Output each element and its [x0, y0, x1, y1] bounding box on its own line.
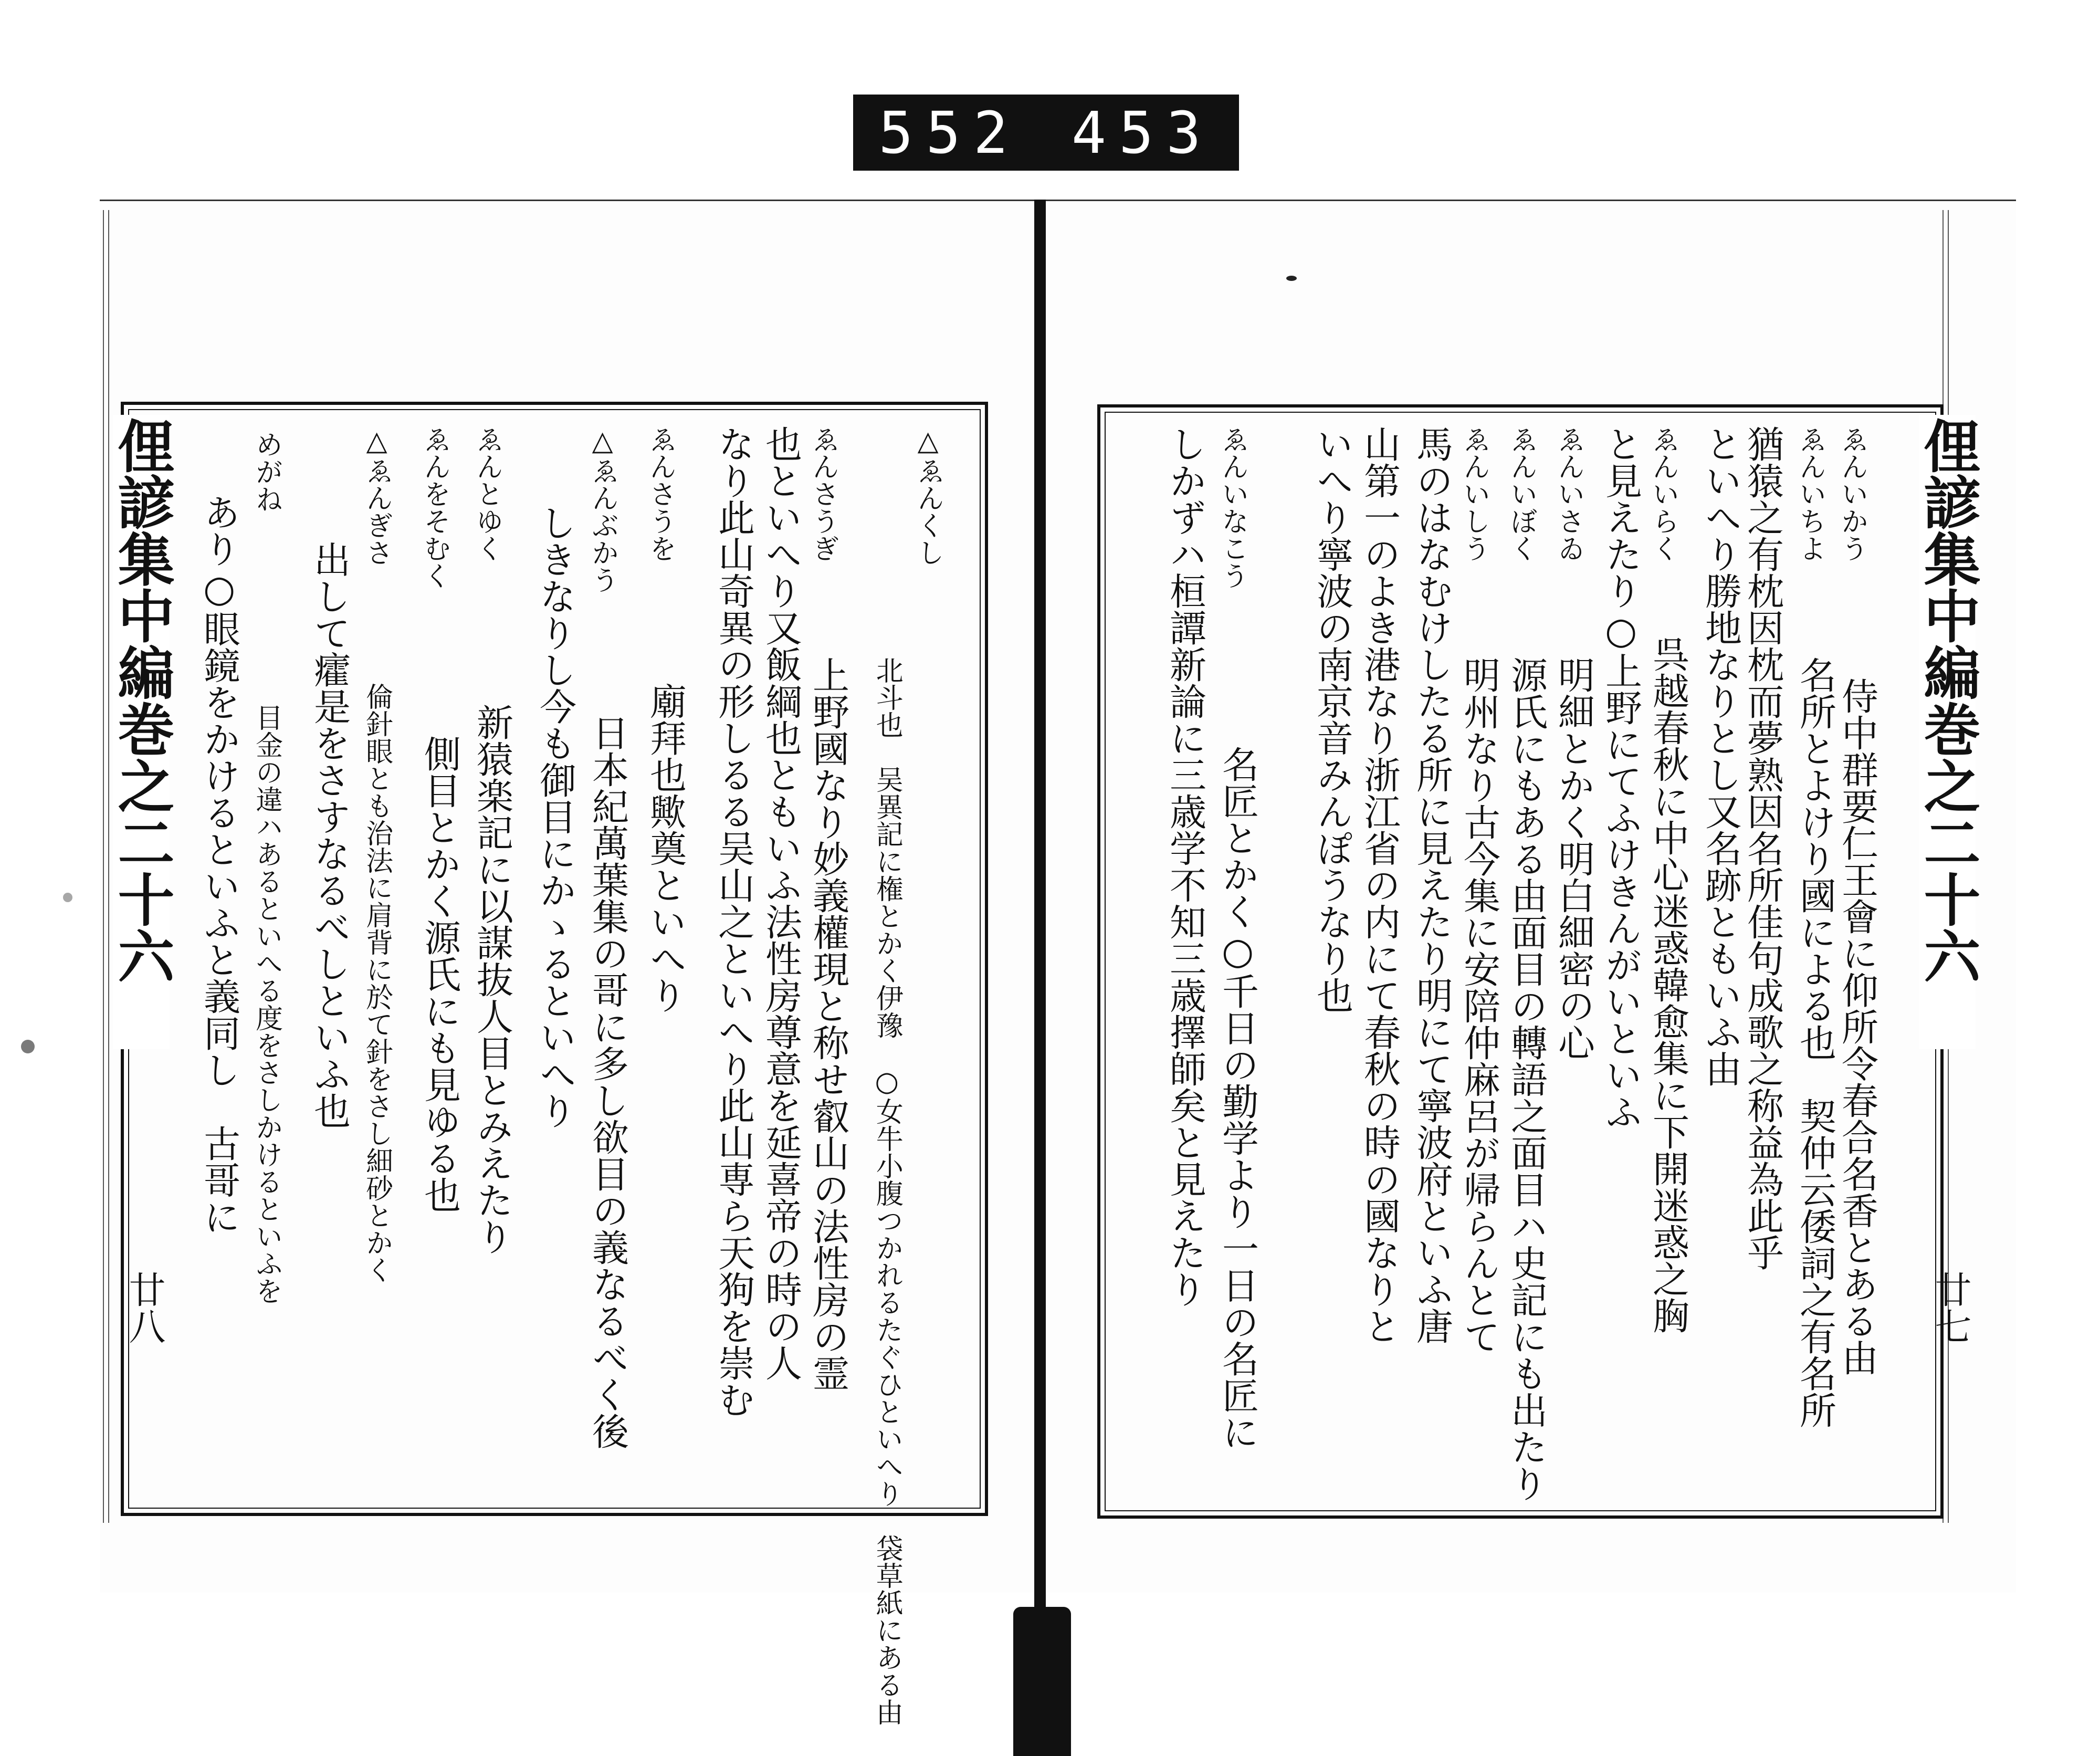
left-col-8-text: 新猿楽記に以謀抜人目とみえたり	[470, 704, 514, 1255]
left-page-number: 廿八	[123, 1271, 166, 1344]
scan-speck	[1286, 276, 1297, 281]
catalog-number-label	[853, 95, 1239, 171]
left-col-10-text: 倫針眼とも治法に肩背に於て針をさし細砂とかく	[361, 683, 393, 1283]
left-col-5-text: 廟拜也歟奠といへり	[644, 683, 687, 1013]
right-col-1-heading: ゑんいかう	[1836, 425, 1868, 562]
left-col-3-text: 也といへり又飯綱也ともいふ法性房尊意を延喜帝の時の人	[759, 425, 803, 1381]
book-gutter	[1034, 200, 1046, 1670]
catalog-number-right: 453	[1071, 99, 1214, 166]
catalog-number-left: 552	[878, 99, 1021, 166]
right-col-13-text: 名匠とかく○千日の勤学より一日の名匠に	[1216, 746, 1259, 1450]
right-running-title: 俚諺集中編巻之二十六	[1919, 415, 1976, 1049]
left-col-12-text: 目金の違ハあるといへる度をさしかけるといふを	[250, 704, 282, 1304]
right-col-4-text: といへり勝地なりとし又名跡ともいふ由	[1699, 425, 1742, 1087]
right-col-10-text: 馬のはなむけしたる所に見えたり明にて寧波府といふ唐	[1410, 425, 1454, 1344]
binding-tab	[1013, 1607, 1071, 1756]
left-col-1-text: 北斗也 吴異記に権とかく伊豫 ○女牛小腹つかれるたぐひといへり 袋草紙にある由	[871, 656, 903, 1726]
right-col-2-text: 名所とよけり國による也 契仲云倭詞之有名所	[1793, 656, 1837, 1428]
right-col-8-text: 源氏にもある由面目の轉語之面目ハ史記にも出たり	[1505, 656, 1548, 1502]
right-col-14-text: しかずハ桓譚新論に三歳学不知三歳擇師矣と見えたり	[1163, 425, 1207, 1308]
right-page-number: 廿七	[1929, 1271, 1972, 1344]
left-col-9-text: 側目とかく源氏にも見ゆる也	[418, 735, 461, 1213]
left-running-title: 俚諺集中編巻之二十六	[113, 415, 170, 1049]
right-col-2-heading: ゑんいちよ	[1794, 425, 1826, 562]
right-col-6-text: と見えたり○上野にてふけきんがいといふ	[1599, 425, 1643, 1130]
right-col-5-text: 呉越春秋に中心迷惑韓愈集に下開迷惑之胸	[1646, 635, 1690, 1334]
right-col-7-heading: ゑんいさゐ	[1552, 425, 1584, 562]
scan-speck	[63, 893, 72, 902]
right-col-5-heading: ゑんいらく	[1647, 425, 1679, 562]
right-col-9-heading: ゑんいしう	[1458, 425, 1490, 562]
left-col-7-text: しきなりし今も御目にかゝるといへり	[533, 504, 577, 1129]
right-col-11-text: 山第一のよき港なり浙江省の内にて春秋の時の國なりと	[1358, 425, 1401, 1344]
right-col-9-text: 明州なり古今集に安陪仲麻呂が帰らんとて	[1457, 656, 1501, 1355]
right-col-1-text: 侍中群要仁王會に仰所令春合名香とある由	[1835, 677, 1879, 1376]
left-col-11-text: 出して癨是をさすなるべしといふ也	[308, 541, 351, 1129]
left-col-10-heading: △ゑんぎさ	[361, 425, 393, 566]
left-col-9-heading: ゑんをそむく	[418, 425, 450, 589]
left-col-13-text: あり○眼鏡をかけるといふと義同し 古哥に	[197, 494, 241, 1235]
left-col-4-text: なり此山奇異の形しるる吴山之といへり此山専ら天狗を崇む	[712, 425, 755, 1418]
left-col-8-heading: ゑんとゆく	[471, 425, 503, 562]
left-col-5-heading: ゑんさうを	[644, 425, 676, 562]
left-col-6-text: 日本紀萬葉集の哥に多し欲目の義なるべく後	[586, 714, 629, 1449]
left-col-2-heading: ゑんさうぎ	[807, 425, 839, 562]
left-col-6-heading: △ゑんぶかう	[586, 425, 618, 593]
left-col-1-heading: △ゑんくし	[912, 425, 944, 566]
left-col-12-heading: めがね	[250, 431, 282, 513]
right-col-12-text: いへり寧波の南京音みんぽうなり也	[1310, 425, 1354, 1013]
right-col-13-heading: ゑんいなこう	[1216, 425, 1248, 589]
scan-speck	[21, 1040, 35, 1053]
right-col-7-text: 明細とかく明白細密の心	[1552, 656, 1595, 1061]
left-col-2-text: 上野國なり妙義權現と称せ叡山の法性房の霊	[806, 656, 850, 1392]
right-col-8-heading: ゑんいぼく	[1505, 425, 1537, 562]
right-col-3-text: 猶猿之有枕因枕而夢熟因名所佳句成歌之称益為此乎	[1741, 425, 1784, 1271]
